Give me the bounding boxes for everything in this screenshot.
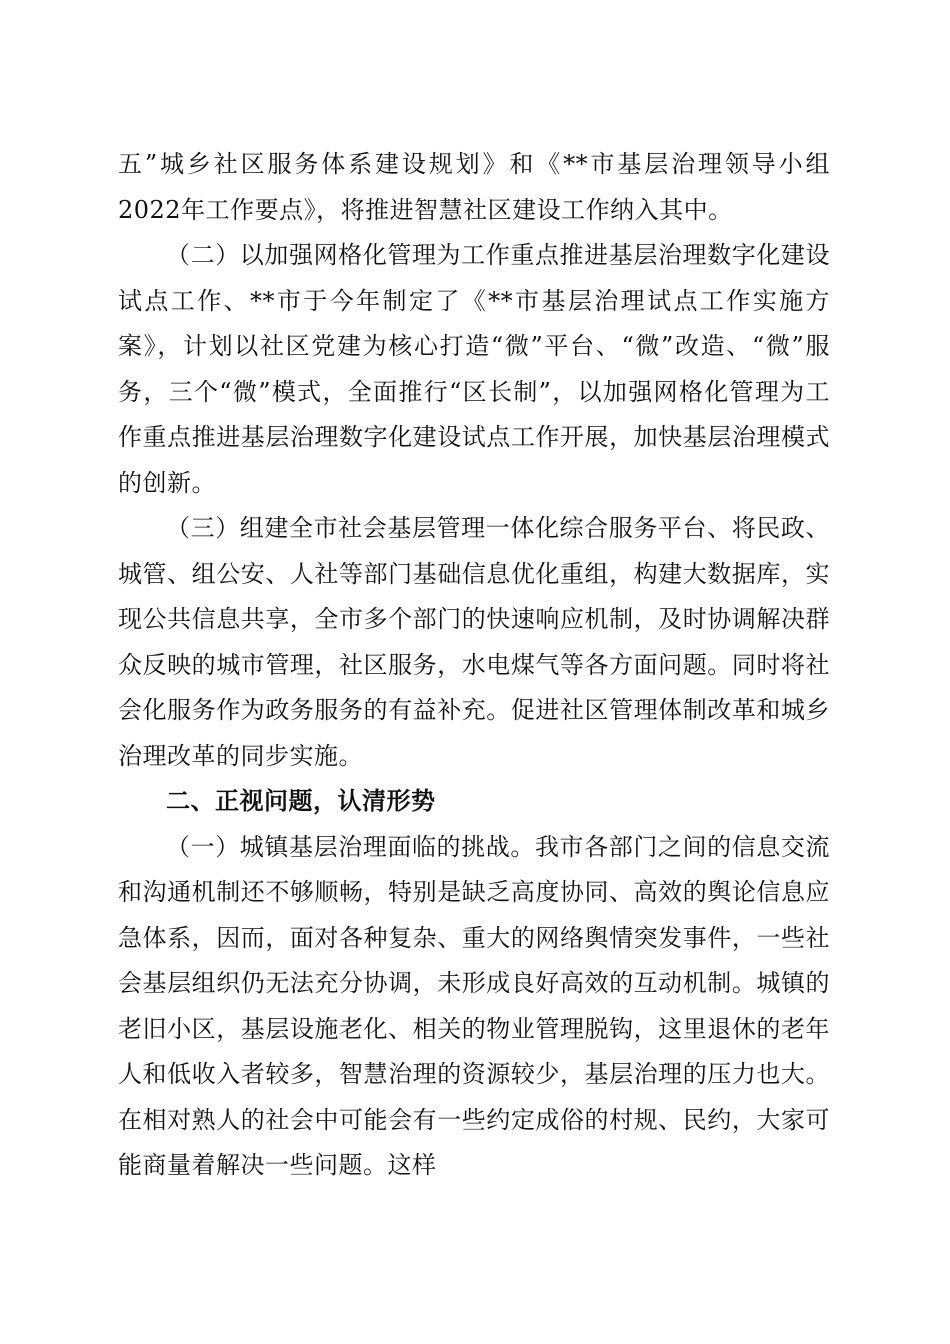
paragraph-continuation: 五”城乡社区服务体系建设规划》和《**市基层治理领导小组2022年工作要点》，将推进智慧社区建设工作纳入其中。 xyxy=(118,150,830,224)
paragraph-item-3: （三）组建全市社会基层管理一体化综合服务平台、将民政、城管、组公安、人社等部门基础信息优化重组，构建大数据库，实现公共信息共享，全市多个部门的快速响应机制，及时协调解决群众反映的城市管理，社区服务，水电煤气等各方面问题。同时将社会化服务作为政务服务的有益补充。促进社区管理体制改革和城乡治理改革的同步实施。 xyxy=(118,514,830,770)
paragraph-section-2-item-1: （一）城镇基层治理面临的挑战。我市各部门之间的信息交流和沟通机制还不够顺畅，特别是缺乏高度协同、高效的舆论信息应急体系，因而，面对各种复杂、重大的网络舆情突发事件，一些社会基层组织仍无法充分协调，未形成良好高效的互动机制。城镇的老旧小区，基层设施老化、相关的物业管理脱钩，这里退休的老年人和低收入者较多，智慧治理的资源较少，基层治理的压力也大。在相对熟人的社会中可能会有一些约定成俗的村规、民约，大家可能商量着解决一些问题。这样 xyxy=(118,832,830,1179)
section-heading: 二、正视问题，认清形势 xyxy=(166,787,436,815)
paragraph-item-2: （二）以加强网格化管理为工作重点推进基层治理数字化建设试点工作、**市于今年制定了《**市基层治理试点工作实施方案》，计划以社区党建为核心打造“微”平台、“微”改造、“微”服务，三个“微”模式，全面推行“区长制”，以加强网格化管理为工作重点推进基层治理数字化建设试点工作开展，加快基层治理模式的创新。 xyxy=(118,241,830,497)
document-body xyxy=(118,142,830,1189)
